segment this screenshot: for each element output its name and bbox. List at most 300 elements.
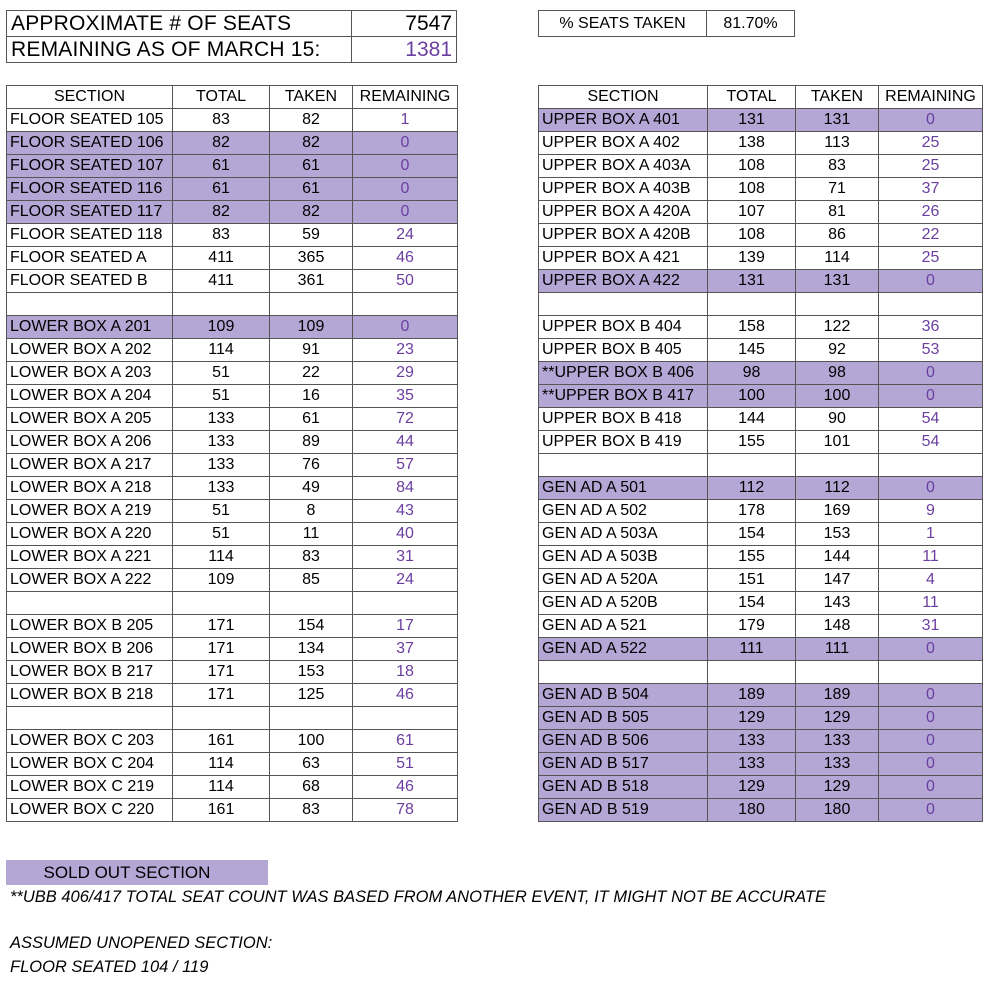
- percent-taken-label: % SEATS TAKEN: [539, 11, 707, 37]
- table-row: [539, 155, 983, 178]
- section-cell: LOWER BOX A 221: [7, 546, 173, 569]
- table-row: [7, 201, 458, 224]
- table-row: [539, 109, 983, 132]
- remaining-cell: 0: [879, 477, 983, 500]
- total-cell: 133: [173, 454, 270, 477]
- section-cell: UPPER BOX A 420A: [539, 201, 708, 224]
- table-row: [539, 592, 983, 615]
- remaining-cell: 29: [353, 362, 458, 385]
- remaining-cell: 0: [353, 316, 458, 339]
- remaining-cell: 36: [879, 316, 983, 339]
- header-section: SECTION: [539, 86, 708, 109]
- taken-cell: 61: [270, 178, 353, 201]
- total-cell: 51: [173, 523, 270, 546]
- table-row: [7, 684, 458, 707]
- remaining-cell: 0: [879, 385, 983, 408]
- spacer-cell: [708, 661, 796, 684]
- remaining-cell: 0: [879, 362, 983, 385]
- seat-summary-table: [6, 10, 457, 63]
- total-cell: 107: [708, 201, 796, 224]
- table-row: [7, 500, 458, 523]
- spacer-cell: [353, 707, 458, 730]
- section-cell: FLOOR SEATED 105: [7, 109, 173, 132]
- table-row: [539, 178, 983, 201]
- total-cell: 114: [173, 339, 270, 362]
- remaining-cell: 31: [879, 615, 983, 638]
- section-cell: UPPER BOX B 418: [539, 408, 708, 431]
- taken-cell: 98: [796, 362, 879, 385]
- section-cell: UPPER BOX B 404: [539, 316, 708, 339]
- section-cell: LOWER BOX C 204: [7, 753, 173, 776]
- taken-cell: 68: [270, 776, 353, 799]
- spacer-cell: [270, 592, 353, 615]
- total-cell: 82: [173, 201, 270, 224]
- table-row: [539, 500, 983, 523]
- remaining-cell: 72: [353, 408, 458, 431]
- spacer-row: [7, 592, 458, 615]
- header-remaining: REMAINING: [879, 86, 983, 109]
- ubb-note: **UBB 406/417 TOTAL SEAT COUNT WAS BASED FROM ANOTHER EVENT, IT MIGHT NOT BE ACCURATE: [10, 888, 826, 906]
- remaining-cell: 0: [879, 799, 983, 822]
- spacer-cell: [270, 707, 353, 730]
- section-cell: GEN AD B 519: [539, 799, 708, 822]
- section-cell: GEN AD A 502: [539, 500, 708, 523]
- total-cell: 82: [173, 132, 270, 155]
- section-cell: FLOOR SEATED B: [7, 270, 173, 293]
- section-cell: UPPER BOX A 402: [539, 132, 708, 155]
- table-row: [539, 362, 983, 385]
- taken-cell: 148: [796, 615, 879, 638]
- taken-cell: 133: [796, 730, 879, 753]
- remaining-cell: 0: [879, 776, 983, 799]
- total-cell: 171: [173, 615, 270, 638]
- table-row: [539, 615, 983, 638]
- total-cell: 108: [708, 155, 796, 178]
- total-cell: 51: [173, 500, 270, 523]
- total-cell: 151: [708, 569, 796, 592]
- taken-cell: 90: [796, 408, 879, 431]
- table-row: [539, 684, 983, 707]
- table-row: [7, 638, 458, 661]
- taken-cell: 111: [796, 638, 879, 661]
- spacer-cell: [353, 592, 458, 615]
- section-cell: UPPER BOX A 403B: [539, 178, 708, 201]
- section-cell: LOWER BOX C 219: [7, 776, 173, 799]
- spacer-row: [7, 707, 458, 730]
- total-cell: 112: [708, 477, 796, 500]
- section-cell: FLOOR SEATED 117: [7, 201, 173, 224]
- section-cell: GEN AD A 501: [539, 477, 708, 500]
- table-row: [7, 132, 458, 155]
- table-row: [7, 454, 458, 477]
- taken-cell: 143: [796, 592, 879, 615]
- table-row: [7, 776, 458, 799]
- remaining-cell: 0: [353, 155, 458, 178]
- sold-out-legend: SOLD OUT SECTION: [6, 860, 268, 885]
- section-cell: GEN AD A 520B: [539, 592, 708, 615]
- total-cell: 114: [173, 776, 270, 799]
- section-cell: UPPER BOX B 419: [539, 431, 708, 454]
- header-total: TOTAL: [173, 86, 270, 109]
- remaining-cell: 1: [879, 523, 983, 546]
- taken-cell: 83: [270, 799, 353, 822]
- taken-cell: 61: [270, 155, 353, 178]
- table-row: [7, 247, 458, 270]
- taken-cell: 82: [270, 201, 353, 224]
- total-cell: 178: [708, 500, 796, 523]
- total-cell: 133: [173, 431, 270, 454]
- table-row: [7, 799, 458, 822]
- section-cell: GEN AD B 518: [539, 776, 708, 799]
- section-cell: LOWER BOX A 201: [7, 316, 173, 339]
- taken-cell: 100: [270, 730, 353, 753]
- total-cell: 98: [708, 362, 796, 385]
- remaining-cell: 31: [353, 546, 458, 569]
- remaining-cell: 0: [879, 638, 983, 661]
- remaining-cell: 0: [353, 132, 458, 155]
- remaining-cell: 57: [353, 454, 458, 477]
- taken-cell: 83: [270, 546, 353, 569]
- table-row: [539, 339, 983, 362]
- left-table-header: [7, 86, 458, 109]
- section-cell: LOWER BOX A 203: [7, 362, 173, 385]
- total-cell: 139: [708, 247, 796, 270]
- section-cell: GEN AD B 517: [539, 753, 708, 776]
- table-row: [7, 546, 458, 569]
- spacer-cell: [539, 454, 708, 477]
- remaining-cell: 18: [353, 661, 458, 684]
- section-cell: **UPPER BOX B 406: [539, 362, 708, 385]
- remaining-cell: 46: [353, 776, 458, 799]
- section-cell: LOWER BOX A 204: [7, 385, 173, 408]
- table-row: [539, 316, 983, 339]
- table-row: [7, 661, 458, 684]
- remaining-cell: 46: [353, 247, 458, 270]
- remaining-cell: 44: [353, 431, 458, 454]
- section-cell: GEN AD A 520A: [539, 569, 708, 592]
- taken-cell: 22: [270, 362, 353, 385]
- total-cell: 133: [708, 730, 796, 753]
- remaining-cell: 0: [353, 201, 458, 224]
- taken-cell: 85: [270, 569, 353, 592]
- spacer-cell: [353, 293, 458, 316]
- total-cell: 171: [173, 684, 270, 707]
- section-cell: GEN AD A 503B: [539, 546, 708, 569]
- remaining-cell: 0: [879, 730, 983, 753]
- total-cell: 114: [173, 546, 270, 569]
- total-cell: 129: [708, 707, 796, 730]
- header-taken: TAKEN: [270, 86, 353, 109]
- spacer-cell: [796, 454, 879, 477]
- section-cell: LOWER BOX B 218: [7, 684, 173, 707]
- table-row: [7, 155, 458, 178]
- total-cell: 171: [173, 638, 270, 661]
- section-cell: FLOOR SEATED 116: [7, 178, 173, 201]
- table-row: [539, 546, 983, 569]
- remaining-cell: 25: [879, 155, 983, 178]
- section-cell: GEN AD B 505: [539, 707, 708, 730]
- remaining-cell: 24: [353, 569, 458, 592]
- total-cell: 114: [173, 753, 270, 776]
- remaining-cell: 78: [353, 799, 458, 822]
- spacer-cell: [879, 661, 983, 684]
- remaining-cell: 11: [879, 546, 983, 569]
- section-cell: GEN AD B 504: [539, 684, 708, 707]
- total-cell: 131: [708, 109, 796, 132]
- percent-taken-value: 81.70%: [707, 11, 795, 37]
- right-table-header: [539, 86, 983, 109]
- total-cell: 161: [173, 730, 270, 753]
- table-row: [7, 753, 458, 776]
- total-cell: 109: [173, 569, 270, 592]
- total-cell: 180: [708, 799, 796, 822]
- remaining-cell: 25: [879, 132, 983, 155]
- table-row: [7, 730, 458, 753]
- unopened-value: FLOOR SEATED 104 / 119: [10, 958, 209, 976]
- table-row: [539, 477, 983, 500]
- taken-cell: 134: [270, 638, 353, 661]
- remaining-cell: 26: [879, 201, 983, 224]
- remaining-cell: 0: [879, 684, 983, 707]
- header-total: TOTAL: [708, 86, 796, 109]
- total-cell: 108: [708, 178, 796, 201]
- spacer-cell: [173, 707, 270, 730]
- spacer-cell: [708, 454, 796, 477]
- table-row: [7, 385, 458, 408]
- total-cell: 145: [708, 339, 796, 362]
- table-row: [539, 270, 983, 293]
- total-cell: 144: [708, 408, 796, 431]
- total-cell: 154: [708, 523, 796, 546]
- total-cell: 411: [173, 270, 270, 293]
- taken-cell: 91: [270, 339, 353, 362]
- total-cell: 51: [173, 362, 270, 385]
- remaining-cell: 54: [879, 431, 983, 454]
- approx-seats-label: APPROXIMATE # OF SEATS: [7, 11, 352, 37]
- taken-cell: 86: [796, 224, 879, 247]
- total-cell: 129: [708, 776, 796, 799]
- total-cell: 158: [708, 316, 796, 339]
- remaining-cell: 0: [879, 109, 983, 132]
- total-cell: 179: [708, 615, 796, 638]
- table-row: [7, 569, 458, 592]
- section-cell: GEN AD B 506: [539, 730, 708, 753]
- taken-cell: 82: [270, 109, 353, 132]
- taken-cell: 112: [796, 477, 879, 500]
- total-cell: 161: [173, 799, 270, 822]
- total-cell: 61: [173, 155, 270, 178]
- table-row: [539, 247, 983, 270]
- section-cell: GEN AD A 503A: [539, 523, 708, 546]
- section-cell: LOWER BOX A 206: [7, 431, 173, 454]
- section-cell: GEN AD A 522: [539, 638, 708, 661]
- table-row: [7, 339, 458, 362]
- table-row: [7, 109, 458, 132]
- section-cell: FLOOR SEATED 107: [7, 155, 173, 178]
- remaining-cell: 0: [879, 270, 983, 293]
- remaining-cell: 17: [353, 615, 458, 638]
- taken-cell: 16: [270, 385, 353, 408]
- taken-cell: 82: [270, 132, 353, 155]
- left-seats-table: [6, 85, 458, 822]
- table-row: [539, 776, 983, 799]
- taken-cell: 83: [796, 155, 879, 178]
- taken-cell: 100: [796, 385, 879, 408]
- section-cell: LOWER BOX A 220: [7, 523, 173, 546]
- table-row: [539, 408, 983, 431]
- taken-cell: 59: [270, 224, 353, 247]
- total-cell: 108: [708, 224, 796, 247]
- table-row: [7, 477, 458, 500]
- taken-cell: 125: [270, 684, 353, 707]
- taken-cell: 8: [270, 500, 353, 523]
- taken-cell: 122: [796, 316, 879, 339]
- unopened-label: ASSUMED UNOPENED SECTION:: [10, 934, 273, 952]
- spacer-cell: [796, 293, 879, 316]
- section-cell: UPPER BOX A 420B: [539, 224, 708, 247]
- section-cell: FLOOR SEATED 118: [7, 224, 173, 247]
- remaining-cell: 84: [353, 477, 458, 500]
- spacer-cell: [879, 454, 983, 477]
- table-row: [7, 316, 458, 339]
- spacer-row: [539, 661, 983, 684]
- taken-cell: 61: [270, 408, 353, 431]
- header-section: SECTION: [7, 86, 173, 109]
- table-row: [539, 523, 983, 546]
- spacer-cell: [796, 661, 879, 684]
- taken-cell: 189: [796, 684, 879, 707]
- remaining-cell: 4: [879, 569, 983, 592]
- taken-cell: 92: [796, 339, 879, 362]
- table-row: [539, 638, 983, 661]
- remaining-cell: 40: [353, 523, 458, 546]
- remaining-cell: 0: [879, 707, 983, 730]
- taken-cell: 114: [796, 247, 879, 270]
- remaining-cell: 46: [353, 684, 458, 707]
- remaining-cell: 61: [353, 730, 458, 753]
- table-row: [539, 753, 983, 776]
- remaining-label: REMAINING AS OF MARCH 15:: [7, 37, 352, 63]
- remaining-cell: 51: [353, 753, 458, 776]
- taken-cell: 63: [270, 753, 353, 776]
- spacer-row: [7, 293, 458, 316]
- remaining-cell: 22: [879, 224, 983, 247]
- remaining-cell: 43: [353, 500, 458, 523]
- taken-cell: 113: [796, 132, 879, 155]
- spacer-cell: [539, 661, 708, 684]
- remaining-cell: 37: [353, 638, 458, 661]
- taken-cell: 361: [270, 270, 353, 293]
- taken-cell: 180: [796, 799, 879, 822]
- remaining-cell: 9: [879, 500, 983, 523]
- total-cell: 51: [173, 385, 270, 408]
- taken-cell: 153: [270, 661, 353, 684]
- table-row: [7, 431, 458, 454]
- spacer-cell: [708, 293, 796, 316]
- remaining-cell: 50: [353, 270, 458, 293]
- taken-cell: 365: [270, 247, 353, 270]
- header-remaining: REMAINING: [353, 86, 458, 109]
- section-cell: UPPER BOX A 401: [539, 109, 708, 132]
- taken-cell: 133: [796, 753, 879, 776]
- total-cell: 133: [173, 477, 270, 500]
- table-row: [539, 132, 983, 155]
- approx-seats-row: [7, 11, 457, 37]
- section-cell: LOWER BOX A 218: [7, 477, 173, 500]
- section-cell: LOWER BOX B 206: [7, 638, 173, 661]
- table-row: [539, 431, 983, 454]
- total-cell: 83: [173, 224, 270, 247]
- spacer-cell: [173, 293, 270, 316]
- section-cell: FLOOR SEATED A: [7, 247, 173, 270]
- spacer-cell: [879, 293, 983, 316]
- taken-cell: 49: [270, 477, 353, 500]
- section-cell: UPPER BOX A 422: [539, 270, 708, 293]
- total-cell: 111: [708, 638, 796, 661]
- table-row: [539, 730, 983, 753]
- total-cell: 131: [708, 270, 796, 293]
- table-row: [539, 385, 983, 408]
- taken-cell: 71: [796, 178, 879, 201]
- section-cell: LOWER BOX C 203: [7, 730, 173, 753]
- section-cell: LOWER BOX A 202: [7, 339, 173, 362]
- section-cell: UPPER BOX A 403A: [539, 155, 708, 178]
- remaining-cell: 25: [879, 247, 983, 270]
- remaining-cell: 35: [353, 385, 458, 408]
- remaining-cell: 23: [353, 339, 458, 362]
- total-cell: 83: [173, 109, 270, 132]
- remaining-cell: 53: [879, 339, 983, 362]
- section-cell: UPPER BOX A 421: [539, 247, 708, 270]
- section-cell: LOWER BOX A 205: [7, 408, 173, 431]
- section-cell: UPPER BOX B 405: [539, 339, 708, 362]
- remaining-cell: 1: [353, 109, 458, 132]
- taken-cell: 153: [796, 523, 879, 546]
- table-row: [7, 224, 458, 247]
- right-seats-table: [538, 85, 983, 822]
- taken-cell: 147: [796, 569, 879, 592]
- spacer-row: [539, 293, 983, 316]
- percent-taken-table: [538, 10, 795, 37]
- spacer-cell: [7, 293, 173, 316]
- table-row: [539, 201, 983, 224]
- total-cell: 154: [708, 592, 796, 615]
- total-cell: 155: [708, 431, 796, 454]
- total-cell: 155: [708, 546, 796, 569]
- section-cell: LOWER BOX C 220: [7, 799, 173, 822]
- taken-cell: 11: [270, 523, 353, 546]
- remaining-value: 1381: [352, 37, 457, 63]
- remaining-row: [7, 37, 457, 63]
- section-cell: LOWER BOX B 205: [7, 615, 173, 638]
- total-cell: 100: [708, 385, 796, 408]
- spacer-cell: [539, 293, 708, 316]
- spacer-row: [539, 454, 983, 477]
- remaining-cell: 54: [879, 408, 983, 431]
- spacer-cell: [270, 293, 353, 316]
- table-row: [539, 799, 983, 822]
- section-cell: LOWER BOX A 217: [7, 454, 173, 477]
- taken-cell: 89: [270, 431, 353, 454]
- total-cell: 133: [708, 753, 796, 776]
- section-cell: LOWER BOX A 219: [7, 500, 173, 523]
- taken-cell: 131: [796, 109, 879, 132]
- total-cell: 133: [173, 408, 270, 431]
- remaining-cell: 0: [879, 753, 983, 776]
- spacer-cell: [173, 592, 270, 615]
- table-row: [7, 270, 458, 293]
- taken-cell: 144: [796, 546, 879, 569]
